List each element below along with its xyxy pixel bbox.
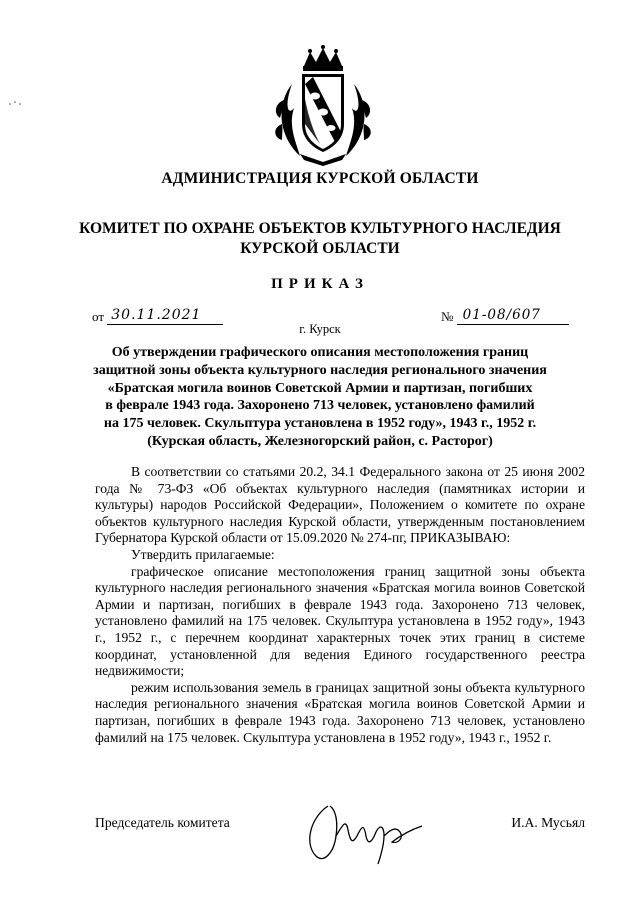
scan-artifact: [8, 100, 22, 106]
handwritten-date: 30.11.2021: [111, 307, 202, 323]
body-paragraph-land-use-regime: режим использования земель в границах защитной зоны объекта культурного наследия регионального значения «Братская могила воинов Советской Армии и партизан, погибших в феврале 1943 года. Захоронено 713 человек, установлено фамилий на 175 человек. Скульптура установлена в 1952 году», 1943 г., 1952 г.: [95, 679, 585, 745]
title-line: (Курская область, Железногорский район, с. Расторог): [147, 433, 493, 449]
city: г. Курск: [299, 322, 341, 336]
title-line: Об утверждении графического описания местоположения границ: [111, 345, 529, 360]
handwritten-number: 01-08/607: [462, 307, 541, 323]
title-line: на 175 человек. Скульптура установлена в 1952 году», 1943 г., 1952 г.: [103, 416, 537, 432]
administration-heading: АДМИНИСТРАЦИЯ КУРСКОЙ ОБЛАСТИ: [161, 170, 479, 187]
body-paragraph-preamble: В соответствии со статьями 20.2, 34.1 Федерального закона от 25 июня 2002 года № 73-ФЗ «Об объектах культурного наследия (памятниках истории и культуры) народов Российской Федерации», Положением о комитете по охране объектов культурного наследия Курской области, утвержденным постановлением Губернатора Курской области от 15.09.2020 № 274-пг, ПРИКАЗЫВАЮ:: [95, 464, 585, 546]
signatory-position: Председатель комитета: [95, 815, 230, 830]
title-line: защитной зоны объекта культурного наследия регионального значения: [93, 362, 547, 378]
number-prefix: №: [441, 309, 454, 324]
body-paragraph-graphic-description: графическое описание местоположения границ защитной зоны объекта культурного наследия регионального значения «Братская могила воинов Советской Армии и партизан, погибших в феврале 1943 года. Захоронено 713 человек, установлено фамилий на 175 человек. Скульптура установлена в 1952 году», 1943 г., 1952 г., с перечнем координат характерных точек этих границ в системе координат, установленной для ведения Единого государственного реестра недвижимости;: [95, 563, 585, 679]
order-heading: ПРИКАЗ: [271, 276, 369, 292]
order-title: [70, 344, 570, 451]
kursk-coat-of-arms-icon: [270, 44, 376, 166]
title-line: в феврале 1943 года. Захоронено 713 человек, установлено фамилий: [105, 398, 535, 414]
body-paragraph-approve: Утвердить прилагаемые:: [131, 546, 275, 562]
signatory-name: И.А. Мусьял: [511, 815, 585, 830]
date-prefix: от: [92, 309, 105, 324]
committee-heading-line-2: КУРСКОЙ ОБЛАСТИ: [240, 240, 400, 257]
committee-heading-line-1: КОМИТЕТ ПО ОХРАНЕ ОБЪЕКТОВ КУЛЬТУРНОГО НАСЛЕДИЯ: [79, 220, 561, 237]
handwritten-signature: [300, 796, 430, 866]
title-line: «Братская могила воинов Советской Армии и партизан, погибших: [107, 380, 533, 396]
order-body: [95, 464, 585, 746]
committee-heading: [60, 219, 580, 259]
